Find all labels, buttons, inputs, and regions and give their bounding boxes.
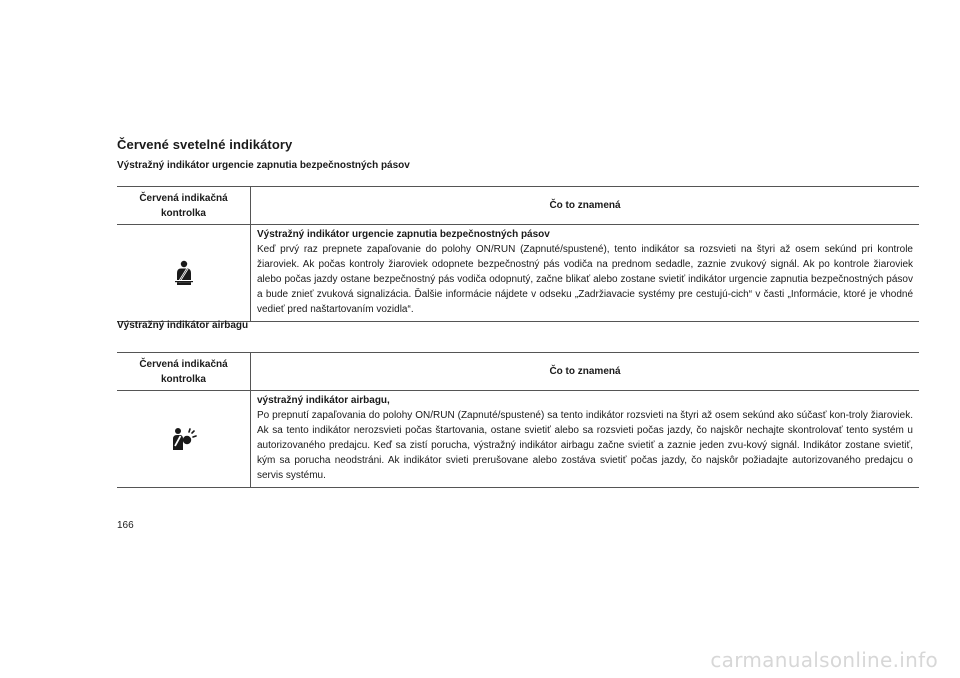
- table-row: [117, 225, 919, 322]
- airbag-icon-cell: [117, 391, 251, 488]
- airbag-description: [251, 391, 920, 488]
- header-indicator: Červená indikačná kontrolka: [117, 187, 251, 225]
- seatbelt-row-title: Výstražný indikátor urgencie zapnutia bezpečnostných pásov: [257, 229, 550, 240]
- airbag-indicator-table: [117, 352, 919, 488]
- seatbelt-subheading: Výstražný indikátor urgencie zapnutia bezpečnostných pásov: [117, 160, 410, 171]
- airbag-warning-icon: [171, 427, 197, 451]
- table-header-row: [117, 353, 919, 391]
- page-number: 166: [117, 520, 134, 531]
- seatbelt-indicator-table: [117, 186, 919, 322]
- table-header-row: [117, 187, 919, 225]
- header-meaning: Čo to znamená: [251, 353, 920, 391]
- airbag-row-text: Po prepnutí zapaľovania do polohy ON/RUN (Zapnuté/spustené) sa tento indikátor rozsvieti na štyri až osem sekúnd ako súčasť kon-troly žiaroviek. Ak sa tento indikátor nerozsvieti počas štartovania, ostane svietiť alebo sa rozsvieti počas jazdy, čo najskôr nechajte skontrolovať tento systém u autorizovaného predajcu. Keď sa zistí porucha, výstražný indikátor airbagu začne svietiť a zaznie jeden zvu-kový signál. Indikátor zostane svietiť, kým sa porucha neodstráni. Ak indikátor svieti prerušovane alebo zostáva svietiť počas jazdy, čo najskôr požiadajte autorizovaného predajcu o servis systému.: [257, 410, 913, 481]
- watermark: carmanualsonline.info: [710, 648, 938, 672]
- seatbelt-warning-icon: [173, 260, 195, 286]
- header-indicator: Červená indikačná kontrolka: [117, 353, 251, 391]
- table-row: [117, 391, 919, 488]
- section-title: Červené svetelné indikátory: [117, 137, 293, 152]
- airbag-subheading: Výstražný indikátor airbagu: [117, 320, 249, 331]
- seatbelt-row-text: Keď prvý raz prepnete zapaľovanie do polohy ON/RUN (Zapnuté/spustené), tento indikátor sa rozsvieti na štyri až osem sekúnd pri kontrole žiaroviek. Ak počas kontroly žiaroviek odopnete bezpečnostný pás vodiča na prednom sedadle, zaznie zvukový signál. Ak po kontrole žiaroviek alebo počas jazdy ostane bezpečnostný pás vodiča odopnutý, začne blikať alebo zostane svietiť indikátor urgencie zapnutia bezpečnostných pásov a bude znieť zvuková signalizácia. Ďalšie informácie nájdete v odseku „Zadržiavacie systémy pre cestujú-cich“ v časti „Informácie, ktoré je vhodné vedieť pred naštartovaním vozidla“.: [257, 244, 913, 315]
- airbag-row-title: výstražný indikátor airbagu,: [257, 395, 390, 406]
- seatbelt-description: [251, 225, 920, 322]
- seatbelt-icon-cell: [117, 225, 251, 322]
- header-meaning: Čo to znamená: [251, 187, 920, 225]
